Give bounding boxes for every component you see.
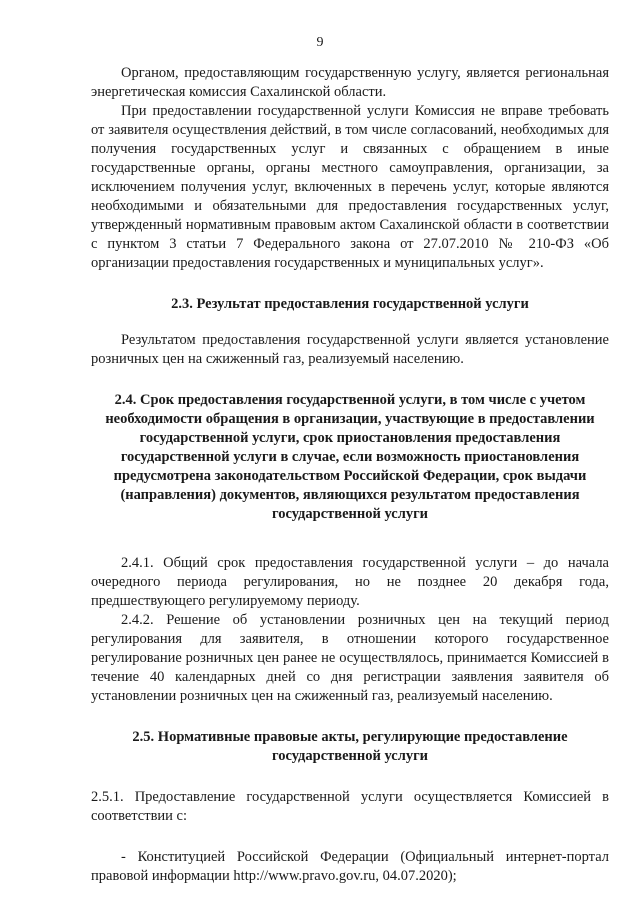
document-body: [91, 64, 609, 886]
paragraph-authority: Органом, предоставляющим государственную услугу, является региональная энергетическая комиссия Сахалинской области.: [91, 65, 609, 100]
page-number: 9: [316, 35, 324, 50]
paragraph-2-5-1: 2.5.1. Предоставление государственной услуги осуществляется Комиссией в соответствии с:: [91, 789, 609, 824]
heading-2-4: 2.4. Срок предоставления государственной услуги, в том числе с учетом необходимости обращения в организации, участвующие в предоставлении государственной услуги, срок приостановления предоставления государственной услуги в случае, если возможность приостановления предусмотрена законодательством Российской Федерации, срок выдачи (направления) документов, являющихся результатом предоставления государственной услуги: [105, 392, 595, 522]
paragraph-2-4-2: 2.4.2. Решение об установлении розничных цен на текущий период регулирования для заявителя, в отношении которого государственное регулирование розничных цен ранее не осуществлялось, принимается Комиссией в течение 40 календарных дней со дня регистрации заявления заявителя об установлении розничных цен на сжиженный газ, реализуемый населению.: [91, 612, 609, 704]
heading-2-5: 2.5. Нормативные правовые акты, регулирующие предоставление государственной услуги: [132, 729, 568, 764]
heading-2-3: 2.3. Результат предоставления государственной услуги: [171, 296, 529, 312]
paragraph-result: Результатом предоставления государственной услуги является установление розничных цен на сжиженный газ, реализуемый населению.: [91, 332, 609, 367]
list-item-constitution: - Конституцией Российской Федерации (Официальный интернет-портал правовой информации http://www.pravo.gov.ru, 04.07.2020);: [91, 849, 609, 884]
paragraph-2-4-1: 2.4.1. Общий срок предоставления государственной услуги – до начала очередного периода регулирования, но не позднее 20 декабря года, предшествующего регулируемому периоду.: [91, 555, 609, 609]
paragraph-restrictions: При предоставлении государственной услуги Комиссия не вправе требовать от заявителя осуществления действий, в том числе согласований, необходимых для получения государственных услуг и связанных с обращением в иные государственные органы, органы местного самоуправления, организации, за исключением получения услуг, включенных в перечень услуг, которые являются необходимыми и обязательными для предоставления государственных услуг, утвержденный нормативным правовым актом Сахалинской области в соответствии с пунктом 3 статьи 7 Федерального закона от 27.07.2010 № 210-ФЗ «Об организации предоставления государственных и муниципальных услуг».: [91, 103, 609, 271]
